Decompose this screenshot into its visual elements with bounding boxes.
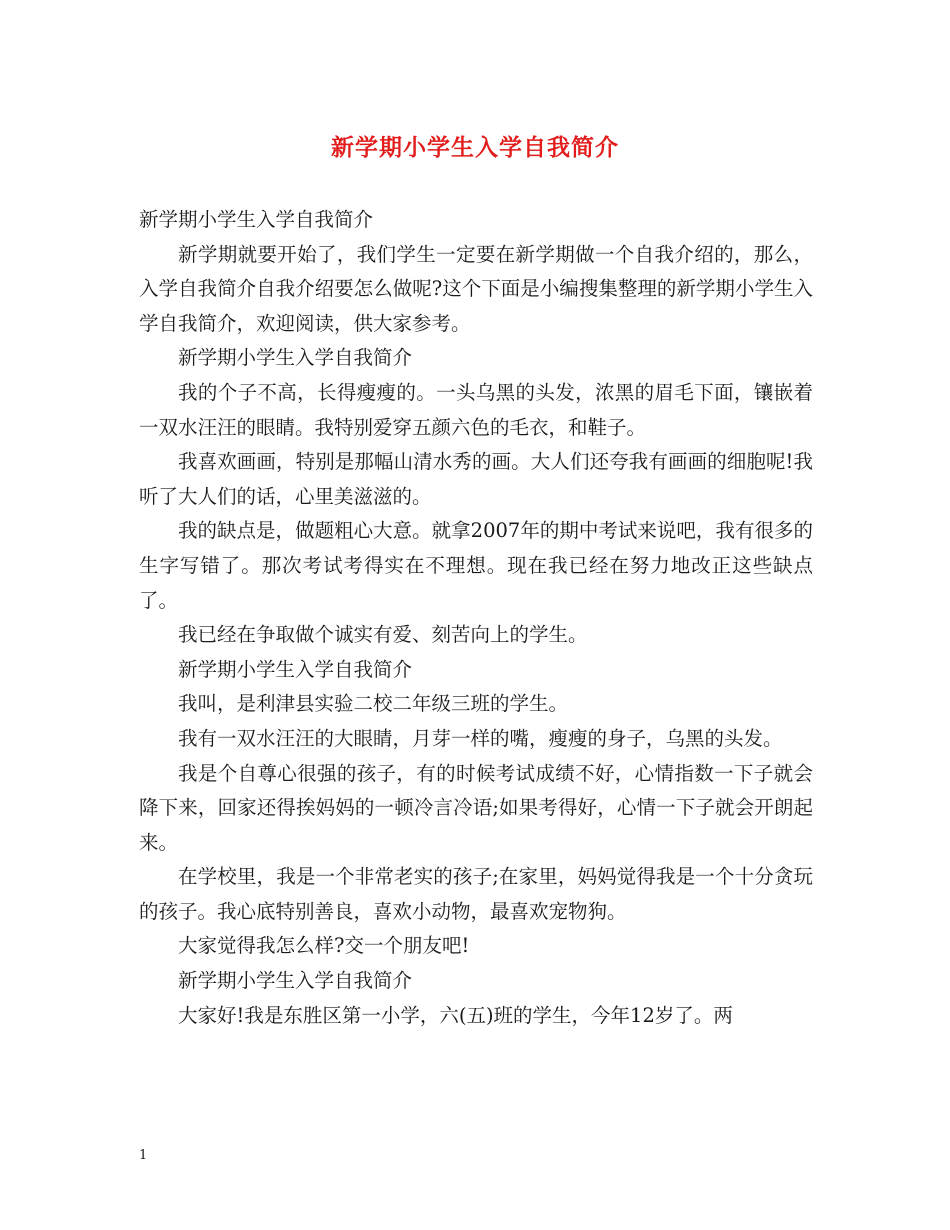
paragraph: 新学期小学生入学自我简介 [139,208,374,231]
document-body [139,203,813,1033]
paragraph: 我是个自尊心很强的孩子，有的时候考试成绩不好，心情指数一下子就会降下来，回家还得挨妈妈的一顿冷言冷语;如果考得好，心情一下子就会开朗起来。 [139,761,813,854]
paragraph: 大家好!我是东胜区第一小学，六(五)班的学生，今年12岁了。两 [178,1003,733,1027]
paragraph: 我的缺点是，做题粗心大意。就拿2007年的期中考试来说吧，我有很多的生字写错了。那次考试考得实在不理想。现在我已经在努力地改正这些缺点了。 [139,519,813,612]
paragraph: 大家觉得我怎么样?交一个朋友吧! [178,934,470,958]
section-heading: 新学期小学生入学自我简介 [178,346,413,370]
paragraph: 我叫，是利津县实验二校二年级三班的学生。 [178,692,569,716]
section-heading: 新学期小学生入学自我简介 [178,657,413,681]
paragraph: 我的个子不高，长得瘦瘦的。一头乌黑的头发，浓黑的眉毛下面，镶嵌着一双水汪汪的眼睛。我特别爱穿五颜六色的毛衣，和鞋子。 [139,380,813,439]
section-heading: 新学期小学生入学自我简介 [178,969,413,993]
paragraph: 我有一双水汪汪的大眼睛，月芽一样的嘴，瘦瘦的身子，乌黑的头发。 [178,726,783,750]
paragraph: 我已经在争取做个诚实有爱、刻苦向上的学生。 [178,623,588,647]
paragraph: 新学期就要开始了，我们学生一定要在新学期做一个自我介绍的，那么，入学自我简介自我介绍要怎么做呢?这个下面是小编搜集整理的新学期小学生入学自我简介，欢迎阅读，供大家参考。 [139,242,813,335]
document-title: 新学期小学生入学自我简介 [331,134,619,161]
page-number: 1 [139,1148,148,1163]
paragraph: 在学校里，我是一个非常老实的孩子;在家里，妈妈觉得我是一个十分贪玩的孩子。我心底特别善良，喜欢小动物，最喜欢宠物狗。 [139,865,813,923]
paragraph: 我喜欢画画，特别是那幅山清水秀的画。大人们还夸我有画画的细胞呢!我听了大人们的话，心里美滋滋的。 [139,450,813,508]
